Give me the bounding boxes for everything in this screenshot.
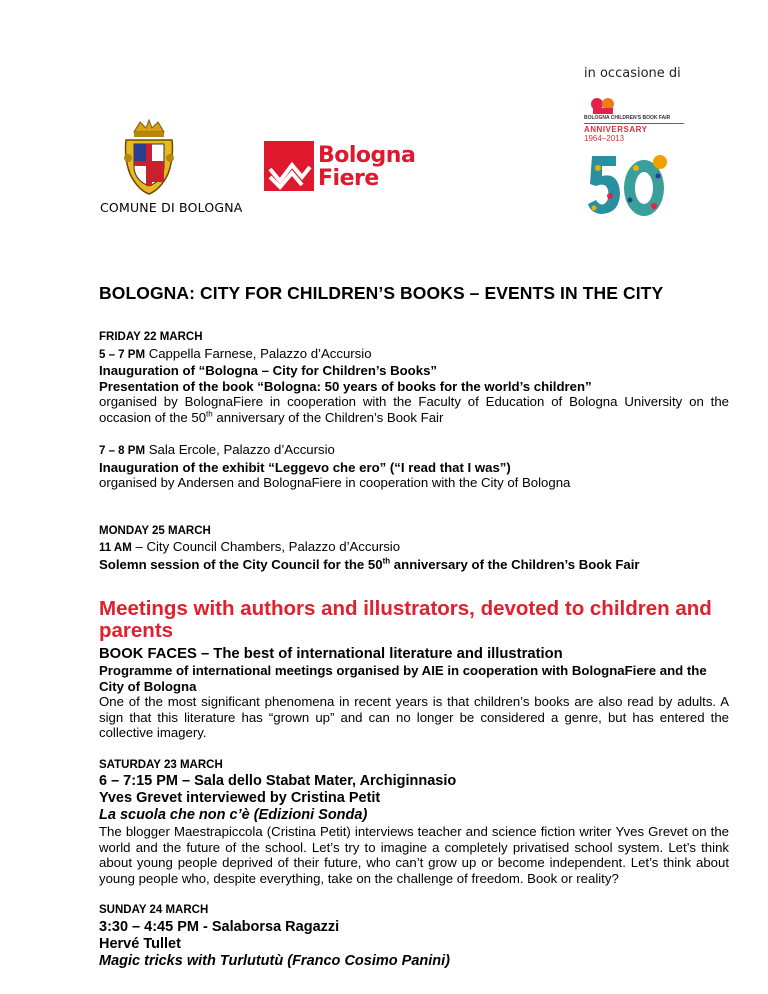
anniversary-text: ANNIVERSARY bbox=[584, 123, 684, 134]
comune-logo-text: COMUNE DI BOLOGNA bbox=[100, 200, 243, 215]
sunday-speaker: Hervé Tullet bbox=[99, 935, 181, 952]
meetings-heading: Meetings with authors and illustrators, devoted to children and parents bbox=[99, 597, 712, 642]
fair-small-text: BOLOGNA CHILDREN'S BOOK FAIR bbox=[584, 115, 671, 121]
friday-event-1-when bbox=[99, 346, 729, 364]
event-place: Cappella Farnese, Palazzo d’Accursio bbox=[145, 345, 372, 361]
friday-event-2-title: Inauguration of the exhibit “Leggevo che ero” (“I read that I was”) bbox=[99, 459, 511, 475]
monday-event-when bbox=[99, 539, 729, 557]
friday-event-2-organiser: organised by Andersen and BolognaFiere in cooperation with the City of Bologna bbox=[99, 475, 571, 490]
bolognafiere-logo-text bbox=[318, 144, 415, 190]
saturday-book: La scuola che non c’è (Edizioni Sonda) bbox=[99, 807, 368, 823]
meetings-intro: One of the most significant phenomena in recent years is that children’s books are also read by adults. A sign that this literature has “grown up” and can no longer be considered a genre, but has entered the collective imagery. bbox=[99, 694, 729, 740]
sunday-book: Magic tricks with Turlututù (Franco Cosimo Panini) bbox=[99, 952, 450, 969]
fifty-anniversary-icon bbox=[586, 148, 668, 220]
friday-event-1-organiser bbox=[99, 394, 729, 425]
sunday-time-place: 3:30 – 4:45 PM - Salaborsa Ragazzi bbox=[99, 918, 340, 935]
years-text: 1964–2013 bbox=[584, 134, 625, 143]
ordinal-sup: th bbox=[206, 409, 213, 419]
document-body bbox=[99, 330, 729, 970]
saturday-date: SATURDAY 23 MARCH bbox=[99, 758, 223, 771]
bolognafiere-logo-icon bbox=[264, 141, 314, 191]
saturday-time-place: 6 – 7:15 PM – Sala dello Stabat Mater, Archiginnasio bbox=[99, 773, 457, 789]
monday-date: MONDAY 25 MARCH bbox=[99, 524, 211, 537]
friday-event-1-title: Inauguration of “Bologna – City for Children’s Books” bbox=[99, 363, 438, 378]
bf-line-2: Fiere bbox=[318, 166, 379, 191]
page-title: BOLOGNA: CITY FOR CHILDREN’S BOOKS – EVENTS IN THE CITY bbox=[99, 283, 664, 303]
occasione-label: in occasione di bbox=[584, 66, 681, 81]
programme-text: Programme of international meetings organised by AIE in cooperation with BolognaFiere and the City of Bologna bbox=[99, 663, 707, 694]
friday-event-1-book: Presentation of the book “Bologna: 50 years of books for the world’s children” bbox=[99, 378, 592, 394]
event-time: 11 AM bbox=[99, 542, 132, 554]
sunday-date: SUNDAY 24 MARCH bbox=[99, 904, 209, 916]
event-time: 7 – 8 PM bbox=[99, 445, 146, 457]
monday-event-title bbox=[99, 557, 729, 573]
logo-header bbox=[0, 0, 768, 230]
ordinal-sup: th bbox=[382, 556, 391, 566]
book-faces-subheading: BOOK FACES – The best of international literature and illustration bbox=[99, 646, 563, 662]
event-time: 5 – 7 PM bbox=[99, 348, 146, 361]
friday-event-2-when bbox=[99, 442, 729, 460]
organiser-text-end: anniversary of the Children’s Book Fair bbox=[212, 409, 444, 425]
event-place: – City Council Chambers, Palazzo d’Accursio bbox=[131, 539, 401, 554]
friday-date: FRIDAY 22 MARCH bbox=[99, 331, 203, 343]
organiser-text: organised by BolognaFiere in cooperation with the Faculty of Education of Bologna University on the occasion of the 50 bbox=[99, 394, 729, 425]
title-text: Solemn session of the City Council for the 50 bbox=[99, 556, 383, 572]
saturday-description: The blogger Maestrapiccola (Cristina Petit) interviews teacher and science fiction writer Yves Grevet on the world and the future of the school. Let’s try to imagine a completely privatised school system. Let’s think about young people deprived of their future, who can’t grow up or become independent. Let’s think about young people who, despite everything, take on the challenge of freedom. Book or reality? bbox=[99, 824, 729, 886]
bf-line-1: Bologna bbox=[318, 143, 416, 168]
title-text-end: anniversary of the Children’s Book Fair bbox=[390, 556, 640, 572]
event-place: Sala Ercole, Palazzo d’Accursio bbox=[145, 442, 335, 457]
comune-coat-of-arms-icon bbox=[120, 118, 178, 198]
anniversary-logo bbox=[584, 95, 684, 143]
saturday-speakers: Yves Grevet interviewed by Cristina Petit bbox=[99, 790, 381, 806]
